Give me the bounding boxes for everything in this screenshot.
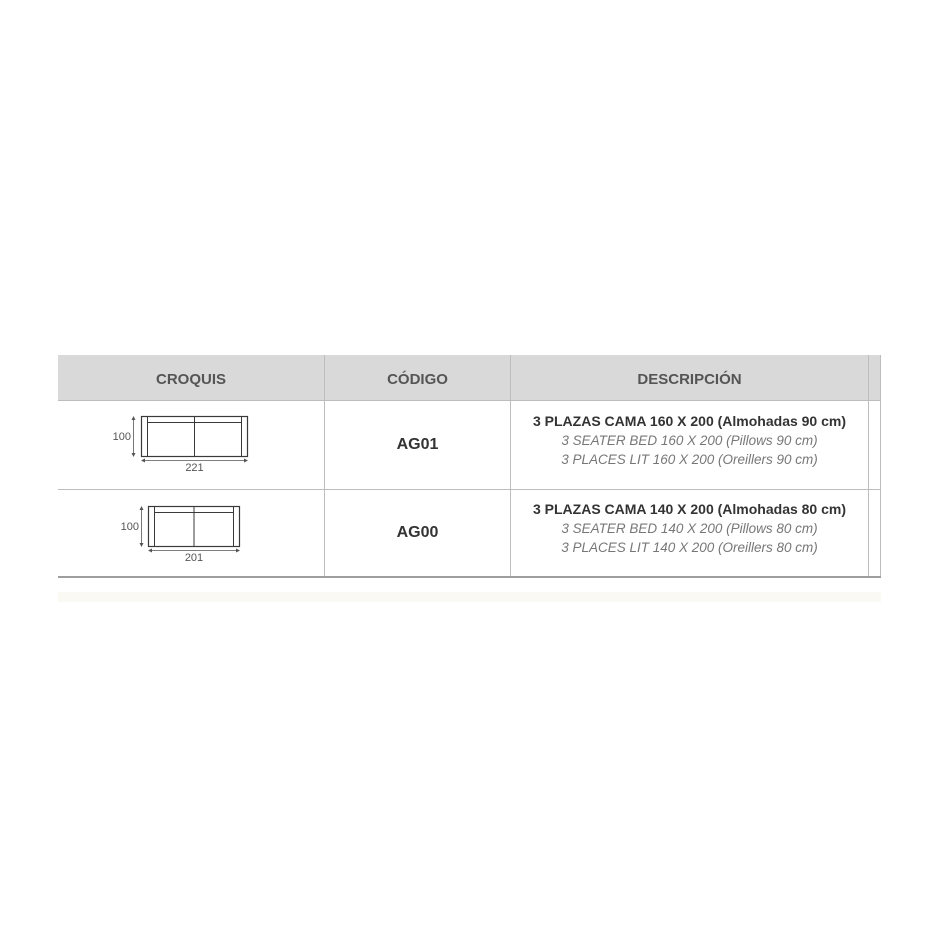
sketch-width-label: 221 [185, 462, 204, 474]
product-code: AG01 [325, 401, 511, 489]
footer-band [58, 592, 881, 602]
header-descripcion: DESCRIPCIÓN [511, 355, 869, 400]
table-row [58, 489, 881, 578]
description-es: 3 PLAZAS CAMA 160 X 200 (Almohadas 90 cm) [532, 412, 847, 429]
sofa-sketch-cell [58, 401, 325, 489]
product-code: AG00 [325, 490, 511, 576]
sofa-sketch-cell [58, 490, 325, 576]
header-croquis: CROQUIS [58, 355, 325, 400]
sofa-sketch-icon [116, 502, 266, 564]
description-en: 3 SEATER BED 140 X 200 (Pillows 80 cm) [561, 520, 818, 536]
table-header [58, 355, 881, 400]
spec-table [58, 355, 881, 578]
header-codigo: CÓDIGO [325, 355, 511, 400]
header-spacer [869, 355, 881, 400]
sketch-depth-label: 100 [112, 431, 131, 443]
table-row [58, 400, 881, 489]
description-fr: 3 PLACES LIT 160 X 200 (Oreillers 90 cm) [561, 451, 818, 467]
description-es: 3 PLAZAS CAMA 140 X 200 (Almohadas 80 cm) [532, 500, 847, 517]
sofa-sketch-icon [112, 414, 266, 476]
row-spacer [869, 401, 881, 489]
description-fr: 3 PLACES LIT 140 X 200 (Oreillers 80 cm) [561, 539, 818, 555]
row-spacer [869, 490, 881, 576]
product-description [511, 490, 869, 576]
sketch-width-label: 201 [184, 552, 204, 564]
description-en: 3 SEATER BED 160 X 200 (Pillows 90 cm) [561, 432, 818, 448]
sketch-depth-label: 100 [120, 521, 139, 533]
product-description [511, 401, 869, 489]
